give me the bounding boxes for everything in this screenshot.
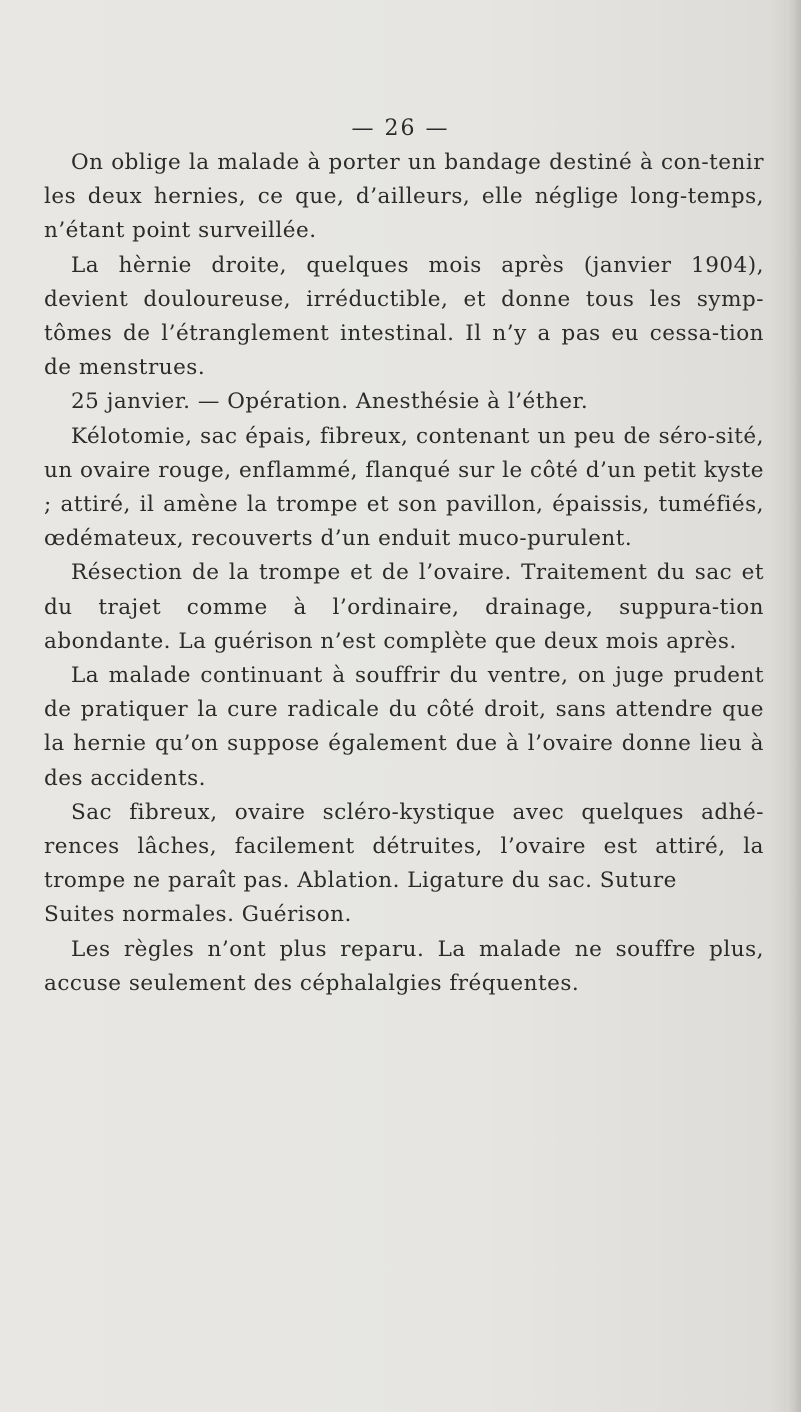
- paragraph-operation-date: 25 janvier. — Opération. Anesthésie à l’éther.: [71, 389, 589, 415]
- paragraph-kelotomy: Kélotomie, sac épais, fibreux, contenant un peu de séro-sité, un ovaire rouge, enflammé, flanqué sur le côté d’un petit kyste ; attiré, il amène la trompe et son pavillon, épaissis, tuméfiés, œdémateux, recouverts d’un enduit muco-purulent.: [44, 423, 764, 552]
- paragraph-strangulation: La hèrnie droite, quelques mois après (janvier 1904), devient douloureuse, irréductible, et donne tous les symp-tômes de l’étranglement intestinal. Il n’y a pas eu cessa-tion de menstrues.: [44, 252, 764, 381]
- paragraph-radical-cure: La malade continuant à souffrir du ventre, on juge prudent de pratiquer la cure radicale du côté droit, sans attendre que la hernie qu’on suppose également due à l’ovaire donne lieu à des accidents.: [44, 663, 764, 791]
- paragraph-resection: Résection de la trompe et de l’ovaire. Traitement du sac et du trajet comme à l’ordinaire, drainage, suppura-tion abondante. La guérison n’est complète que deux mois après.: [44, 560, 764, 654]
- body-text: [44, 146, 764, 1001]
- paragraph-outcome: Suites normales. Guérison.: [44, 902, 352, 928]
- page-number: — 26 —: [351, 116, 450, 141]
- paragraph-fibrous-sac: Sac fibreux, ovaire scléro-kystique avec quelques adhé-rences lâches, facilement détruites, l’ovaire est attiré, la trompe ne paraît pas. Ablation. Ligature du sac. Suture: [44, 799, 764, 894]
- paragraph-bandage: On oblige la malade à porter un bandage destiné à con-tenir les deux hernies, ce que, d’ailleurs, elle néglige long-temps, n’étant point surveillée.: [44, 150, 764, 244]
- page-edge: [787, 0, 801, 1412]
- paragraph-follow-up: Les règles n’ont plus reparu. La malade ne souffre plus, accuse seulement des céphalalgies fréquentes.: [44, 936, 764, 996]
